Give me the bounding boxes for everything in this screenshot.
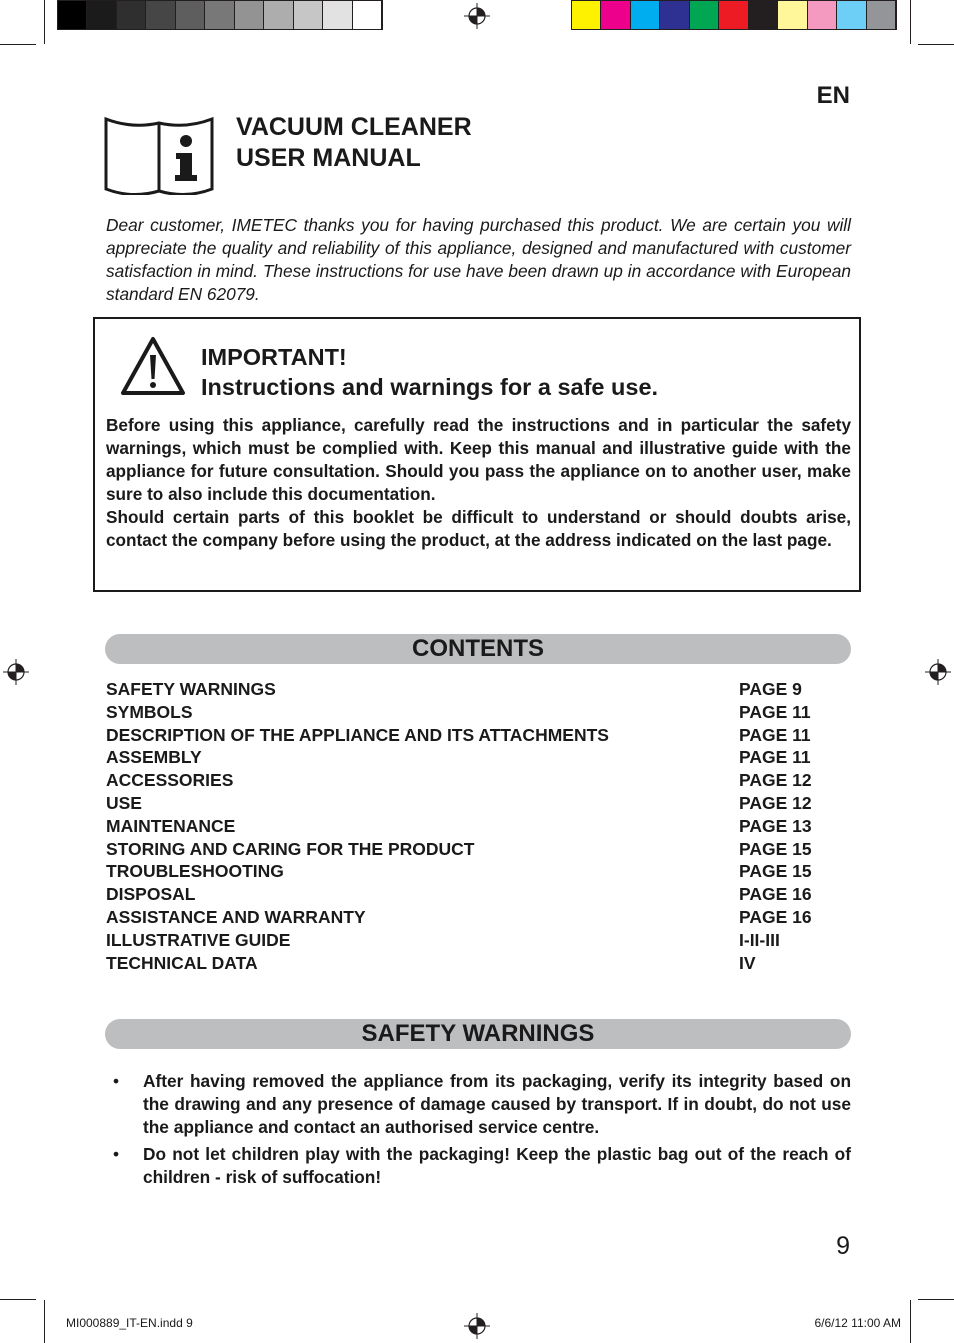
color-swatch xyxy=(837,1,866,29)
warning-triangle-icon xyxy=(119,335,187,397)
toc-row xyxy=(106,883,851,906)
toc-page: I-II-III xyxy=(739,929,780,950)
safety-warning-item xyxy=(106,1143,851,1189)
toc-title: DESCRIPTION OF THE APPLIANCE AND ITS ATTACHMENTS xyxy=(106,724,609,745)
color-swatch xyxy=(778,1,807,29)
bullet-marker: • xyxy=(113,1144,120,1164)
toc-title: STORING AND CARING FOR THE PRODUCT xyxy=(106,838,475,859)
toc-title: ASSISTANCE AND WARRANTY xyxy=(106,906,366,927)
table-of-contents xyxy=(106,678,851,974)
toc-row xyxy=(106,701,851,724)
toc-row xyxy=(106,746,851,769)
toc-row xyxy=(106,792,851,815)
toc-row xyxy=(106,929,851,952)
title-line-manual: USER MANUAL xyxy=(236,144,421,172)
toc-page: PAGE 15 xyxy=(739,838,812,859)
toc-row xyxy=(106,815,851,838)
safety-warning-text: Do not let children play with the packaging! Keep the plastic bag out of the reach of children - risk of suffocation! xyxy=(143,1144,851,1187)
grayscale-color-bar xyxy=(57,0,383,30)
gray-swatch xyxy=(146,1,175,29)
color-swatch xyxy=(572,1,601,29)
color-swatch xyxy=(719,1,748,29)
important-heading xyxy=(201,320,658,402)
info-book-icon xyxy=(104,115,214,195)
gray-swatch xyxy=(235,1,264,29)
gray-swatch xyxy=(87,1,116,29)
registration-mark-icon xyxy=(464,3,490,29)
gray-swatch xyxy=(176,1,205,29)
toc-page: PAGE 12 xyxy=(739,770,812,791)
toc-title: ACCESSORIES xyxy=(106,770,234,791)
bullet-marker: • xyxy=(113,1071,120,1091)
toc-page: PAGE 9 xyxy=(739,679,802,699)
toc-row xyxy=(106,838,851,861)
toc-page: PAGE 11 xyxy=(739,701,811,722)
crop-mark xyxy=(910,0,911,44)
intro-paragraph: Dear customer, IMETEC thanks you for having purchased this product. We are certain you will appreciate the quality and reliability of this appliance, designed and manufactured with customer satisfaction in mind. These instructions for use have been drawn up in accordance with European standard EN 62079. xyxy=(106,215,851,304)
toc-page: PAGE 11 xyxy=(739,724,811,745)
crop-mark xyxy=(44,1300,45,1343)
toc-row xyxy=(106,724,851,747)
date-slug: 6/6/12 11:00 AM xyxy=(814,1316,901,1330)
important-paragraph: Should certain parts of this booklet be difficult to understand or should doubts arise, contact the company before using the product, at the address indicated on the last page. xyxy=(106,507,851,550)
title-line-product: VACUUM CLEANER xyxy=(236,113,472,141)
gray-swatch xyxy=(294,1,323,29)
registration-mark-icon xyxy=(464,1313,490,1339)
color-swatch xyxy=(690,1,719,29)
color-swatch xyxy=(808,1,837,29)
toc-title: TECHNICAL DATA xyxy=(106,952,258,973)
toc-title: MAINTENANCE xyxy=(106,815,236,836)
important-notice-box xyxy=(93,317,861,592)
color-swatch xyxy=(601,1,630,29)
toc-title: USE xyxy=(106,792,142,813)
crop-mark xyxy=(44,0,45,44)
crop-mark xyxy=(918,44,954,45)
crop-mark xyxy=(0,44,36,45)
toc-title: ASSEMBLY xyxy=(106,747,202,768)
file-slug: MI000889_IT-EN.indd 9 xyxy=(66,1316,193,1330)
important-body xyxy=(106,414,851,552)
color-swatch xyxy=(660,1,689,29)
gray-swatch xyxy=(323,1,352,29)
toc-title: DISPOSAL xyxy=(106,884,196,905)
toc-title: TROUBLESHOOTING xyxy=(106,861,284,882)
toc-title: ILLUSTRATIVE GUIDE xyxy=(106,929,291,950)
page-number: 9 xyxy=(836,1232,850,1260)
important-subtitle: Instructions and warnings for a safe use. xyxy=(201,374,659,400)
toc-page: IV xyxy=(739,952,756,973)
language-code: EN xyxy=(816,82,850,109)
toc-page: PAGE 15 xyxy=(739,861,812,882)
color-swatch xyxy=(631,1,660,29)
safety-warnings-heading: SAFETY WARNINGS xyxy=(105,1019,851,1049)
gray-swatch xyxy=(205,1,234,29)
contents-heading: CONTENTS xyxy=(105,634,851,664)
color-swatch xyxy=(749,1,778,29)
gray-swatch xyxy=(264,1,293,29)
toc-page: PAGE 16 xyxy=(739,884,812,905)
gray-swatch xyxy=(117,1,146,29)
toc-page: PAGE 12 xyxy=(739,792,812,813)
safety-warning-item xyxy=(106,1070,851,1139)
toc-row xyxy=(106,678,851,701)
gray-swatch xyxy=(353,1,382,29)
toc-title: SAFETY WARNINGS xyxy=(106,679,276,699)
registration-mark-icon xyxy=(3,659,29,685)
toc-page: PAGE 16 xyxy=(739,906,812,927)
safety-warning-text: After having removed the appliance from its packaging, verify its integrity based on the drawing and any presence of damage caused by transport. If in doubt, do not use the appliance and contact an authorised service centre. xyxy=(143,1071,851,1137)
gray-swatch xyxy=(58,1,87,29)
toc-page: PAGE 11 xyxy=(739,747,811,768)
manual-title xyxy=(236,112,472,174)
toc-title: SYMBOLS xyxy=(106,701,193,722)
toc-row xyxy=(106,860,851,883)
crop-mark xyxy=(0,1299,36,1300)
process-color-bar xyxy=(571,0,897,30)
crop-mark xyxy=(918,1299,954,1300)
color-swatch xyxy=(867,1,896,29)
toc-page: PAGE 13 xyxy=(739,815,812,836)
toc-row xyxy=(106,769,851,792)
registration-mark-icon xyxy=(925,659,951,685)
safety-warnings-list xyxy=(106,1070,851,1193)
crop-mark xyxy=(910,1300,911,1343)
toc-row xyxy=(106,906,851,929)
important-title: IMPORTANT! xyxy=(201,344,347,370)
important-paragraph: Before using this appliance, carefully read the instructions and in particular the safety warnings, which must be complied with. Keep this manual and illustrative guide with the appliance for future consultation. Should you pass the appliance on to another user, make sure to also include this documentation. xyxy=(106,415,851,504)
toc-row xyxy=(106,952,851,975)
